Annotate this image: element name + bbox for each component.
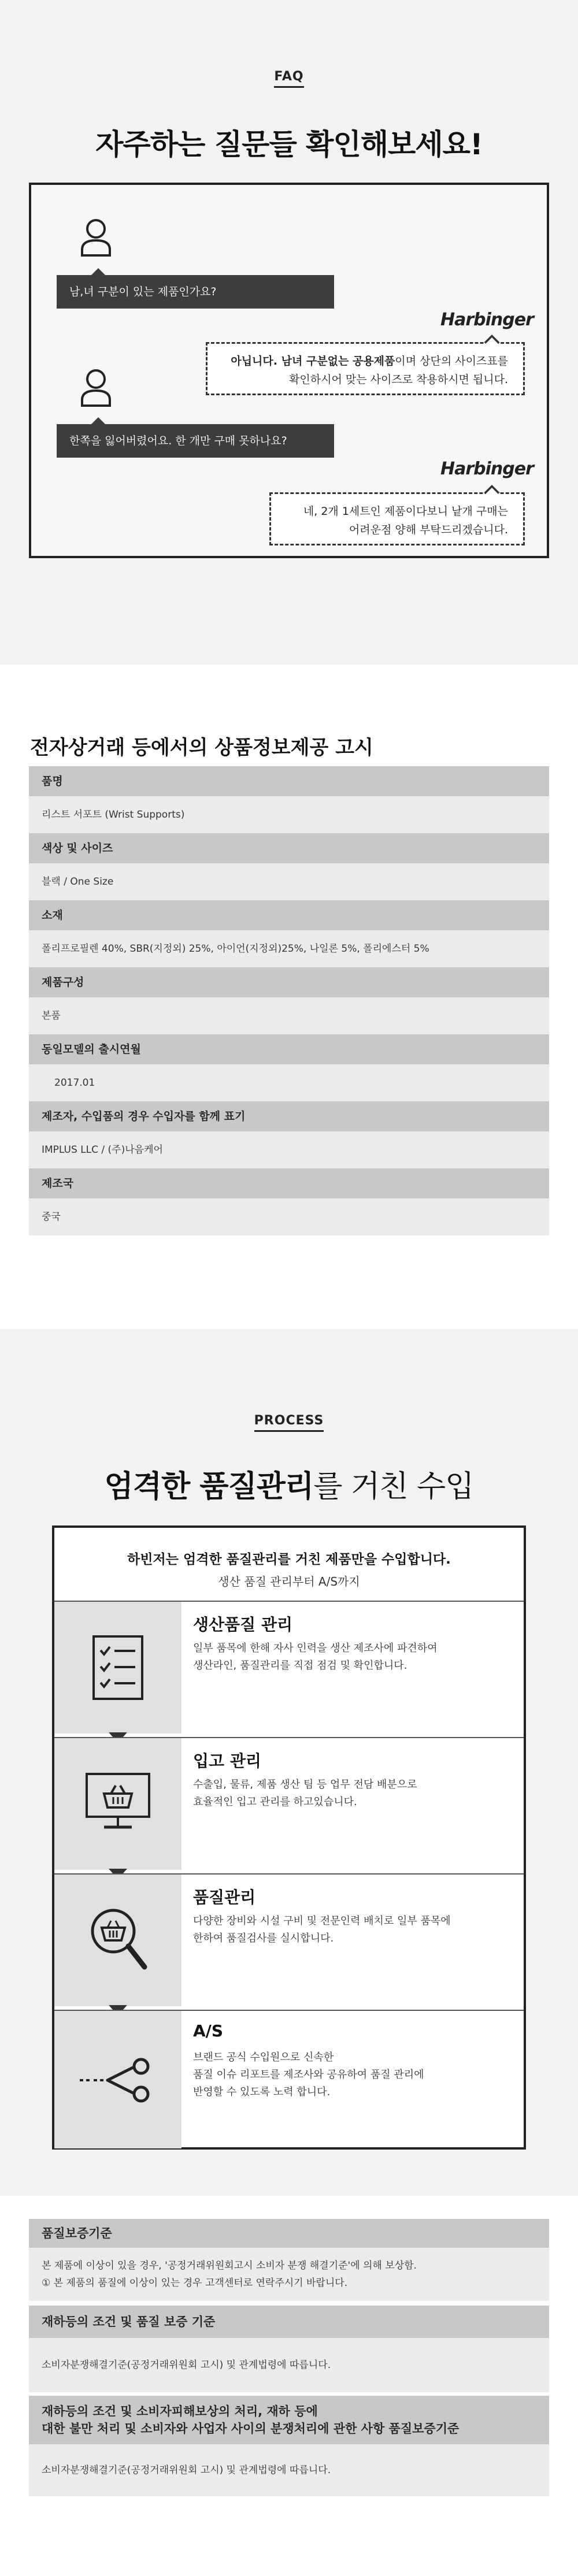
notice-row-label: 제품구성 [29, 967, 549, 997]
faq-question-2: 한쪽을 잃어버렸어요. 한 개만 구매 못하나요? [57, 424, 334, 458]
monitor-basket-icon [83, 1770, 153, 1834]
process-step [54, 2010, 524, 2147]
process-title-rest: 를 거친 수입 [313, 1469, 474, 1504]
notice-row-label: 품명 [29, 766, 549, 796]
guarantee-heading-line: 대한 불만 처리 및 소비자와 사업자 사이의 분쟁처리에 관한 사항 품질보증기준 [42, 2422, 460, 2436]
notice-row-value: 리스트 서포트 (Wrist Supports) [29, 796, 549, 833]
guarantee-heading [29, 2396, 549, 2444]
process-step-title: 품질관리 [193, 1888, 256, 1907]
product-notice-section [0, 665, 578, 1329]
icon-cell [54, 1602, 181, 1734]
process-step-title: 입고 관리 [193, 1751, 261, 1770]
guarantee-heading: 재하등의 조건 및 품질 보증 기준 [29, 2306, 549, 2338]
scissors-icon [77, 2057, 158, 2103]
process-intro-line2: 생산 품질 관리부터 A/S까지 [218, 1575, 360, 1588]
guarantee-line: ① 본 제품의 품질에 이상이 있는 경우 고객센터로 연락주시기 바랍니다. [42, 2277, 348, 2289]
notice-row-value: 2017.01 [29, 1064, 549, 1101]
process-step-desc-line: 생산라인, 품질관리를 직접 점검 및 확인합니다. [193, 1660, 407, 1672]
process-title-bold: 엄격한 품질관리 [104, 1469, 314, 1504]
process-section-label: PROCESS [0, 1413, 578, 1432]
faq-answer-1-rest: 이며 상단의 사이즈표를 [395, 355, 508, 368]
faq-answer-1-line2: 확인하시어 맞는 사이즈로 착용하시면 됩니다. [289, 373, 508, 386]
faq-answer-1-bold: 아닙니다. 남녀 구분없는 공용제품 [231, 355, 395, 368]
brand-logo: Harbinger [440, 459, 533, 479]
guarantee-heading: 품질보증기준 [29, 2219, 549, 2248]
faq-question-1: 남,녀 구분이 있는 제품인가요? [57, 275, 334, 309]
process-step-desc [193, 1913, 451, 1947]
notice-row-value: 중국 [29, 1198, 549, 1235]
faq-answer-2 [269, 492, 525, 545]
process-step-desc [193, 1640, 438, 1675]
user-icon [79, 217, 113, 258]
process-step [54, 1873, 524, 2005]
process-box [52, 1525, 526, 2150]
notice-row-label: 색상 및 사이즈 [29, 833, 549, 863]
process-intro-line1: 하빈저는 엄격한 품질관리를 거친 제품만을 수입합니다. [127, 1552, 451, 1567]
faq-answer-2-line1: 네, 2개 1세트인 제품이다보니 낱개 구매는 [303, 505, 508, 518]
process-step-title: A/S [193, 2021, 224, 2040]
user-icon [79, 368, 113, 408]
guarantee-heading-line: 재하등의 조건 및 소비자피해보상의 처리, 재하 등에 [42, 2404, 318, 2418]
process-step-desc-line: 효율적인 입고 관리를 하고있습니다. [193, 1796, 357, 1808]
icon-cell [54, 1875, 181, 2006]
guarantee-section [0, 2196, 578, 2576]
process-step-desc-line: 품질 이슈 리포트를 제조사와 공유하여 품질 관리에 [193, 2069, 424, 2081]
faq-box [29, 183, 549, 558]
process-step-desc [193, 1776, 417, 1811]
notice-row-label: 동일모델의 출시연월 [29, 1034, 549, 1064]
process-step-desc [193, 2049, 424, 2101]
notice-row-value: 폴리프로필렌 40%, SBR(지정외) 25%, 아이언(지정외)25%, 나일론 5%, 폴리에스터 5% [29, 930, 549, 967]
magnifier-basket-icon [87, 1905, 150, 1974]
process-step-desc-line: 한하여 품질검사를 실시합니다. [193, 1932, 334, 1944]
notice-row-value: IMPLUS LLC / (주)나음케어 [29, 1131, 549, 1168]
faq-section-label: FAQ [0, 69, 578, 88]
notice-row-value: 블랙 / One Size [29, 863, 549, 900]
faq-title: 자주하는 질문들 확인해보세요! [95, 128, 483, 161]
faq-answer-2-line2: 어려운점 양해 부탁드리겠습니다. [349, 524, 508, 536]
notice-row-label: 제조자, 수입품의 경우 수입자를 함께 표기 [29, 1101, 549, 1131]
checklist-icon [89, 1633, 147, 1702]
faq-answer-1 [206, 342, 525, 395]
notice-title: 전자상거래 등에서의 상품정보제공 고시 [30, 736, 373, 759]
icon-cell [54, 2011, 181, 2148]
notice-row-label: 소재 [29, 900, 549, 930]
process-step-title: 생산품질 관리 [193, 1615, 293, 1634]
process-step-desc-line: 수출입, 물류, 제품 생산 팀 등 업무 전담 배분으로 [193, 1779, 417, 1791]
process-step-desc-line: 다양한 장비와 시설 구비 및 전문인력 배치로 일부 품목에 [193, 1915, 451, 1927]
process-intro [54, 1549, 524, 1589]
guarantee-line: 본 제품에 이상이 있을 경우, '공정거래위원회고시 소비자 분쟁 해결기준'에 의해 보상함. [42, 2260, 417, 2271]
process-step-desc-line: 반영할 수 있도록 노력 합니다. [193, 2086, 331, 2098]
icon-cell [54, 1738, 181, 1870]
guarantee-body: 소비자분쟁해결기준(공정거래위원회 고시) 및 관계법령에 따릅니다. [29, 2444, 549, 2496]
notice-row-label: 제조국 [29, 1168, 549, 1198]
guarantee-body [29, 2248, 549, 2301]
process-step-desc-line: 브랜드 공식 수입원으로 신속한 [193, 2051, 334, 2063]
brand-logo: Harbinger [440, 310, 533, 330]
notice-row-value: 본품 [29, 997, 549, 1034]
process-title [0, 1462, 578, 1505]
guarantee-body: 소비자분쟁해결기준(공정거래위원회 고시) 및 관계법령에 따릅니다. [29, 2338, 549, 2392]
process-step [54, 1737, 524, 1869]
process-step [54, 1601, 524, 1732]
process-step-desc-line: 일부 품목에 한해 자사 인력을 생산 제조사에 파견하여 [193, 1642, 438, 1654]
